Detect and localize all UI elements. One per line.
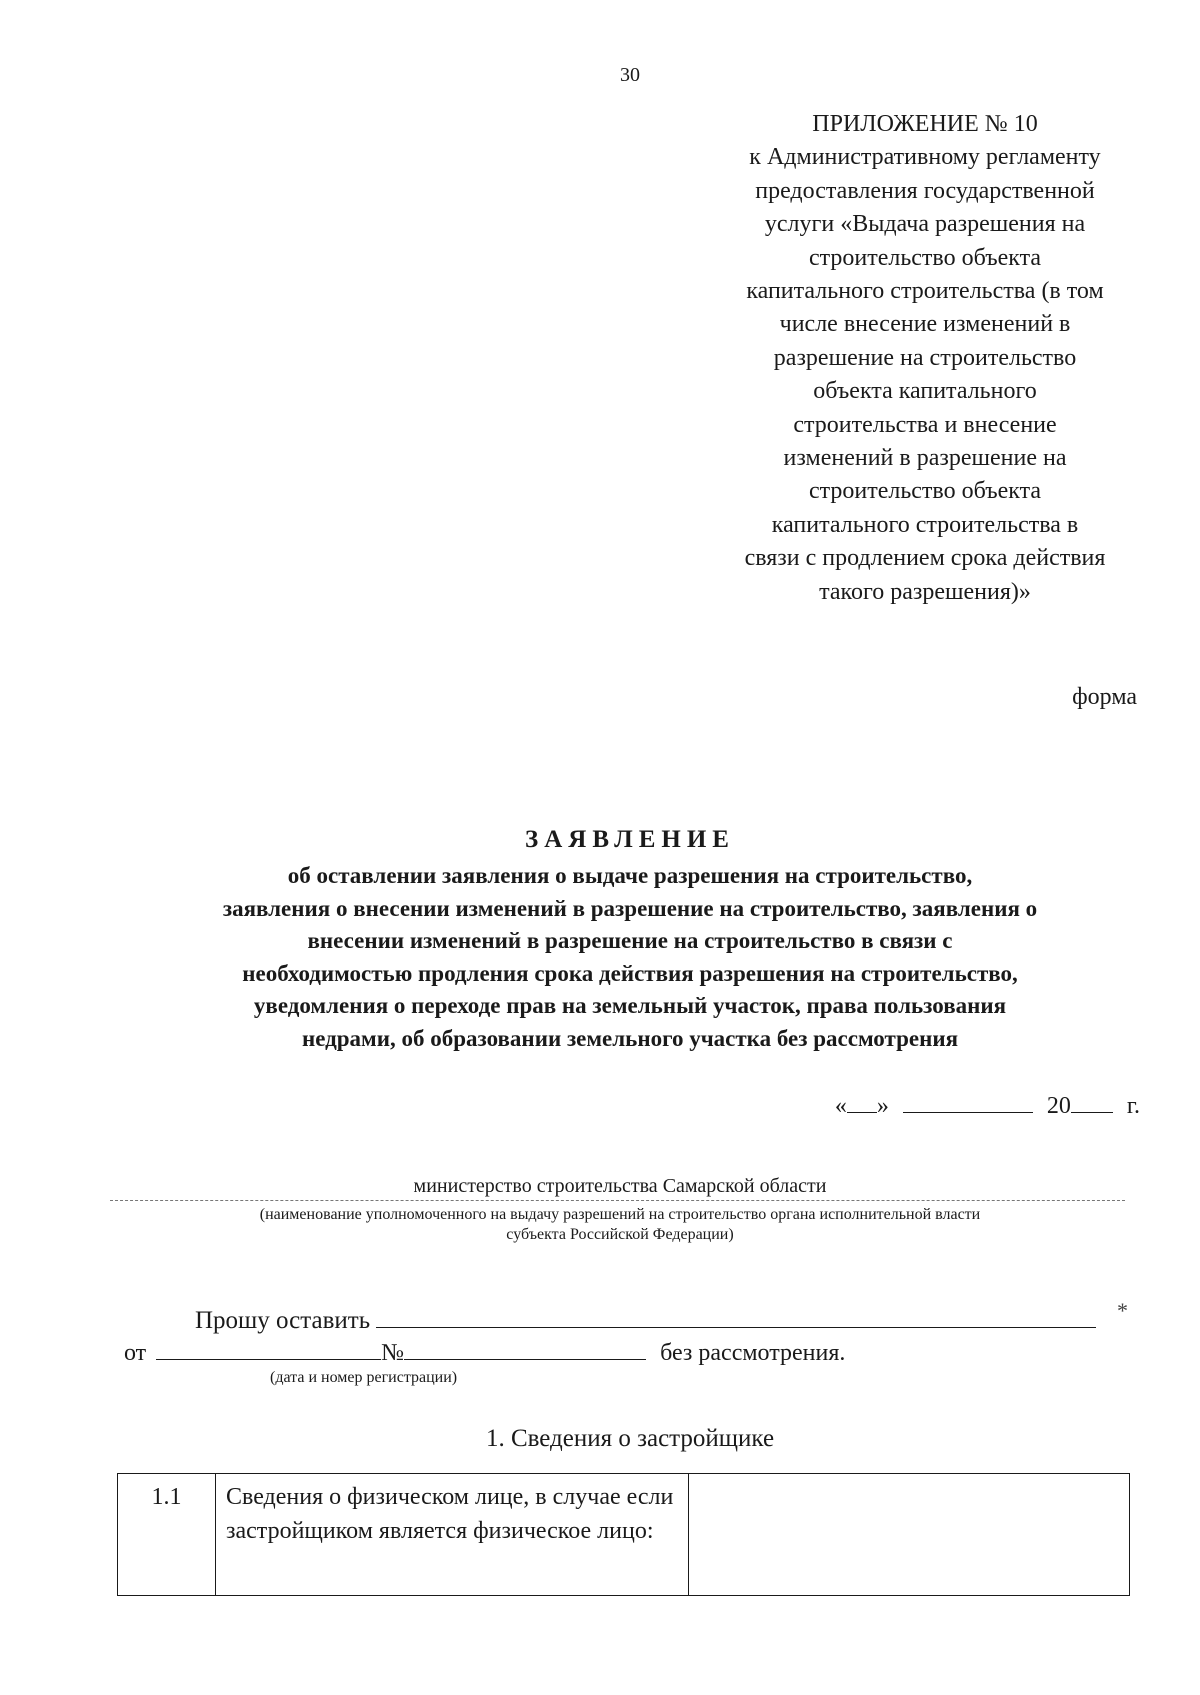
- registration-number-field[interactable]: [404, 1337, 646, 1360]
- from-line: [124, 1337, 845, 1367]
- appendix-line: изменений в разрешение на: [783, 445, 1067, 472]
- appendix-line: числе внесение изменений в: [779, 311, 1071, 338]
- month-field[interactable]: [903, 1088, 1033, 1113]
- section-title: 1. Сведения о застройщике: [485, 1425, 775, 1452]
- appendix-line: строительство объекта: [808, 478, 1042, 505]
- subtitle-line: недрами, об образовании земельного участка без рассмотрения: [301, 1025, 959, 1051]
- subtitle-line: внесении изменений в разрешение на строительство в связи с: [307, 928, 953, 953]
- appendix-line: капитального строительства (в том: [746, 278, 1104, 305]
- appendix-line: услуги «Выдача разрешения на: [764, 211, 1086, 238]
- year-field[interactable]: [1071, 1088, 1113, 1113]
- row-number: 1.1: [118, 1474, 216, 1596]
- authority-caption-line: субъекта Российской Федерации): [506, 1226, 734, 1243]
- date-line: [835, 1088, 1140, 1120]
- request-line: [195, 1303, 1096, 1335]
- request-subject-field[interactable]: [376, 1303, 1096, 1328]
- table-row: [118, 1474, 1130, 1596]
- asterisk-mark: *: [1117, 1298, 1128, 1323]
- appendix-line: капитального строительства в: [771, 511, 1079, 538]
- row-value-field[interactable]: [689, 1474, 1130, 1596]
- authority-underline: [110, 1200, 1125, 1201]
- appendix-line: ПРИЛОЖЕНИЕ № 10: [812, 111, 1038, 137]
- subtitle-line: необходимостью продления срока действия разрешения на строительство,: [242, 960, 1018, 986]
- number-sign: №: [381, 1340, 405, 1366]
- document-subtitle: [100, 860, 1160, 1055]
- appendix-header: [690, 108, 1160, 609]
- appendix-line: строительства и внесение: [793, 411, 1057, 438]
- registration-date-field[interactable]: [156, 1337, 381, 1360]
- date-close-quote: »: [876, 1093, 889, 1119]
- page-number: 30: [620, 64, 640, 86]
- authority-caption: [120, 1205, 1120, 1245]
- developer-info-table: [117, 1473, 1130, 1596]
- subtitle-line: уведомления о переходе прав на земельный участок, права пользования: [253, 993, 1007, 1018]
- appendix-line: объекта капитального: [813, 378, 1037, 405]
- authority-name: министерство строительства Самарской области: [413, 1175, 827, 1197]
- year-prefix: 20: [1046, 1093, 1071, 1119]
- row-label: Сведения о физическом лице, в случае если застройщиком является физическое лицо:: [216, 1474, 689, 1596]
- appendix-line: связи с продлением срока действия: [744, 545, 1106, 572]
- authority-caption-line: (наименование уполномоченного на выдачу разрешений на строительство органа исполнительной власти: [259, 1206, 981, 1223]
- appendix-line: к Административному регламенту: [749, 144, 1101, 171]
- form-label: форма: [1072, 684, 1137, 710]
- year-suffix: г.: [1126, 1093, 1140, 1119]
- appendix-line: предоставления государственной: [755, 177, 1095, 204]
- subtitle-line: заявления о внесении изменений в разрешение на строительство, заявления о: [222, 895, 1038, 921]
- appendix-line: разрешение на строительство: [773, 344, 1077, 371]
- day-field[interactable]: [847, 1088, 877, 1113]
- appendix-line: строительство объекта: [808, 244, 1042, 271]
- from-label: от: [124, 1340, 147, 1366]
- document-title: ЗАЯВЛЕНИЕ: [525, 826, 735, 853]
- request-suffix: без рассмотрения.: [660, 1340, 846, 1366]
- registration-caption: (дата и номер регистрации): [270, 1369, 458, 1386]
- appendix-line: такого разрешения)»: [819, 578, 1031, 605]
- request-prefix: Прошу оставить: [195, 1307, 371, 1334]
- date-open-quote: «: [834, 1093, 847, 1119]
- subtitle-line: об оставлении заявления о выдаче разрешения на строительство,: [287, 863, 973, 888]
